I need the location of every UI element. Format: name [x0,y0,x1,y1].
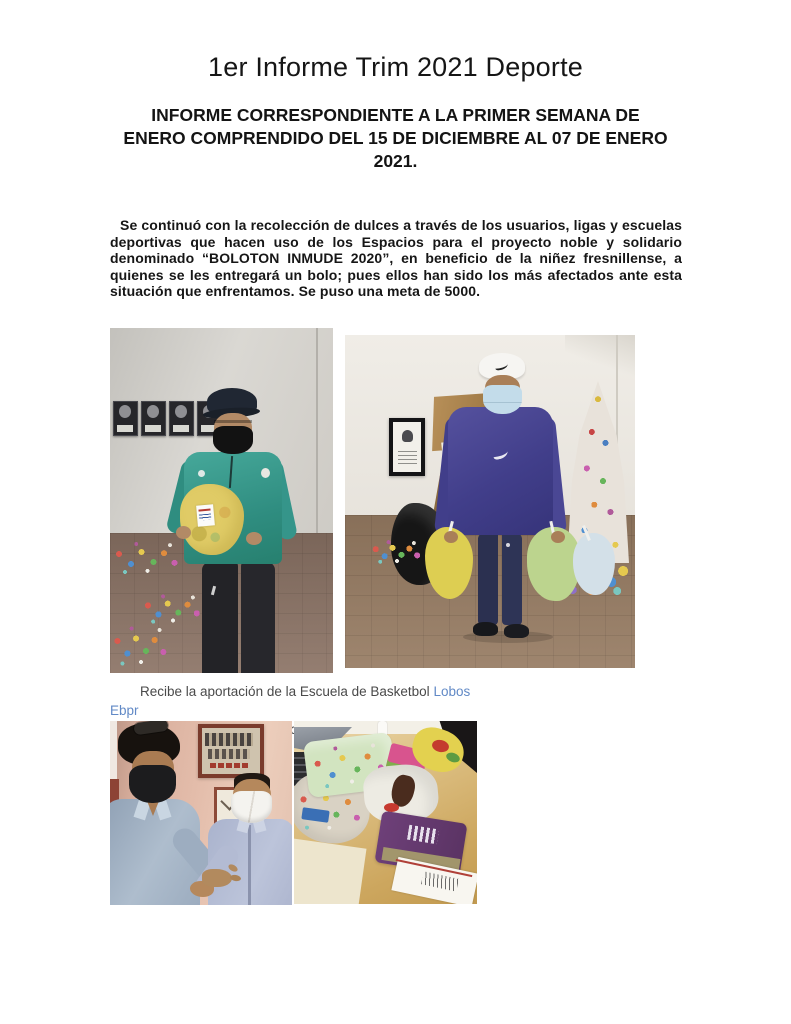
photo-candy-pile-table [294,721,477,904]
wall-shadow [565,335,635,381]
photo-man-purple-sweater [345,335,635,668]
white-face-mask [231,791,272,823]
caption-line-1 [110,682,472,720]
caption-text: Recibe la aportación de la Escuela de Basketbol [140,684,430,699]
shirt-button-placket [248,825,251,905]
blue-surgical-mask [483,385,522,414]
team-photo-row [208,749,250,759]
plaque-text-lines [398,448,417,466]
purple-sweater-torso [448,407,553,535]
photo-man-teal-jersey [110,328,333,673]
black-face-mask [213,426,253,454]
wall-plaque [141,401,166,436]
clear-candy-bag [573,533,615,595]
hand [176,526,191,539]
report-subtitle [105,104,686,173]
plaque-portrait [402,430,413,442]
club-crest-icon [261,468,270,478]
subtitle-line-2: ENERO COMPRENDIDO DEL 15 DE DICIEMBRE AL 07 DE ENERO [123,128,668,148]
candy-pile [110,538,185,578]
pants-logo-dot [506,543,510,547]
body-paragraph: Se continuó con la recolección de dulces a través de los usuarios, ligas y escuelas deportivas que hacen uso de los Espacios para el proyecto noble y solidario denominado “BOLOTON INMUDE 2020”, en beneficio de la niñez fresnillense, a quienes se les entregará un bolo; pues ellos han sido los más afectados ante esta situación que enfrentamos. Se puso una meta de 5000. [110,217,682,299]
hand [551,531,565,543]
candy-pile [110,621,172,671]
framed-plaque [389,418,425,476]
page-title: 1er Informe Trim 2021 Deporte [208,52,583,82]
shoe [473,622,498,636]
hand [202,869,232,887]
brand-logo-icon [198,470,205,477]
pants-leg [241,562,275,673]
framed-team-photo [198,724,264,778]
team-photo-row [205,733,253,746]
table-edge-light [294,838,366,904]
bag-note [196,504,215,526]
wall-plaque [169,401,194,436]
pants-leg [502,533,522,625]
team-photo-caption-line [210,763,248,768]
hand [444,531,458,543]
subtitle-line-3: 2021. [373,151,418,171]
subtitle-line-1: INFORME CORRESPONDIENTE A LA PRIMER SEMANA DE [151,105,640,125]
pants-leg [202,562,238,673]
photo-handshake-office [110,721,292,905]
page-link[interactable]: Lobos Ebpr [110,684,471,718]
black-face-mask [129,765,176,803]
candy-pile [369,538,425,566]
eyeglasses [214,420,252,423]
wall-corner-line [316,328,318,542]
hand [246,532,262,545]
pants-leg [478,533,498,625]
wall-plaque [113,401,138,436]
shoe [504,624,529,638]
